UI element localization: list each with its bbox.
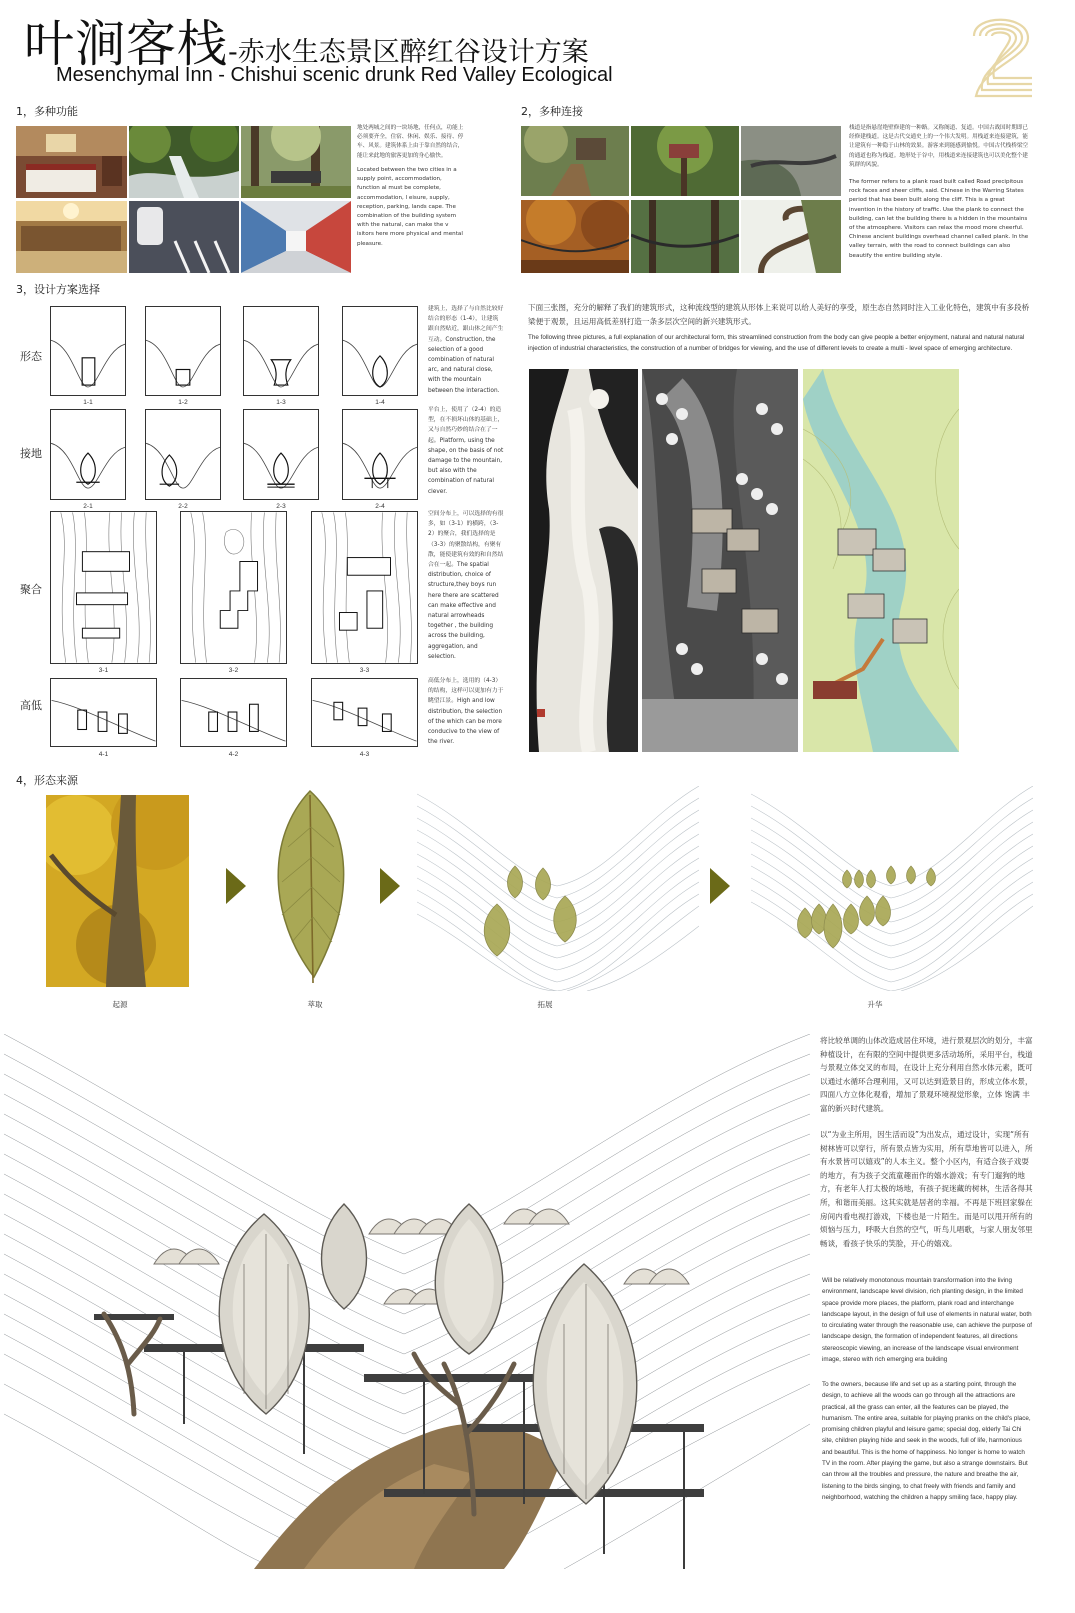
sublimation-diagram <box>751 786 1033 991</box>
caption-2-3: 2-3 <box>276 503 286 510</box>
expansion-diagram <box>417 786 699 991</box>
scheme-3-1 <box>50 511 157 664</box>
scheme-2-1 <box>50 409 126 500</box>
scheme-note-form: 建筑上，选择了与自然比较好结合的形态（1-4），让建筑跟自然贴近，跟山体之间产生互动。Construction, the selection of a good combination of natural arc, and natural close, with the mountain between the interaction. <box>428 306 504 394</box>
scheme-4-1 <box>50 678 157 747</box>
caption-1-3: 1-3 <box>276 399 286 406</box>
arrow-right-icon <box>380 868 400 904</box>
photo-spiral-walkway <box>741 200 841 273</box>
connection-text-cn: 栈道是指悬崖绝壁修建的一种路。又称阁道、复道。中国古战国时期即已经修建栈道。这是古代交通史上的一个伟大发明。用栈道来连接建筑，能让建筑有一种隐于山林的效果。游客来到能感到愉悦。中国古代栈桥梁空的通道也称为栈道。地形处于谷中，用栈道来连接建筑也可以美化整个建筑群的风貌。 <box>849 125 1029 168</box>
title-cn-sub: -赤水生态景区醉红谷设计方案 <box>228 37 589 68</box>
scheme-2-3 <box>243 409 319 500</box>
caption-2-4: 2-4 <box>375 503 385 510</box>
caption-4-1: 4-1 <box>98 751 109 758</box>
caption-1-2: 1-2 <box>178 399 188 406</box>
title-english: Mesenchymal Inn - Chishui scenic drunk Red Valley Ecological <box>56 64 613 86</box>
scheme-note-height: 高低分布上，选用的（4-3）的结构，这样可以更加有力于眺望江景。High and low distribution, the selection of the which can be more conducive to the view of the river. <box>428 678 504 746</box>
ink-painting-plan <box>529 369 638 752</box>
caption-4-2: 4-2 <box>228 751 239 758</box>
scheme-3-2 <box>180 511 287 664</box>
connection-text-en: The former refers to a plank road built called Road precipitous rock faces and sheer cliffs, said. Chinese in the Warring States period that has been built along the cliff. This is a great invention in the history of traffic. Use the plank to connect the building, can let the building there is a hidden in the mountains of the atmosphere. Visitors can relax the mood more cheerful. Chinese ancient buildings overhead channel called plank. In the valley terrain, with the road to connect buildings can also beautify the entire building style. <box>849 179 1029 259</box>
section-4-title: 4，形态来源 <box>16 774 78 787</box>
caption-3-1: 3-1 <box>98 667 109 674</box>
photo-supermarket <box>241 201 351 273</box>
caption-4-3: 4-3 <box>359 751 370 758</box>
photo-lobby <box>16 201 127 273</box>
photo-ginkgo-tree <box>46 795 189 987</box>
scheme-4-2 <box>180 678 287 747</box>
caption-1-1: 1-1 <box>83 399 93 406</box>
plans-text-cn: 下面三张图，充分的解释了我们的建筑形式，这种流线型的建筑从形体上来说可以给人美好的享受，原生态自然同时注入工业化特色，建筑中有多段桥梁便于观景，且运用高低差别打造一条多层次空间的新兴建筑形式。 <box>528 303 1030 326</box>
scheme-1-2 <box>145 306 221 396</box>
final-text-cn-1: 将比较单调的山体改造成居住环境，进行景观层次的划分，丰富种植设计，在有限的空间中提供更多活动场所，采用平台，栈道与景观立体交叉的布局，在设计上充分利用自然水体元素，既可以通过水循环合理利用，又可以达到造景目的，形成立体水景，四面八方立体化观看，增加了景观环境视觉形象，立体 饱满 丰富的新兴时代建筑。 <box>820 1036 1033 1113</box>
row-label-ground: 接地 <box>20 447 42 460</box>
caption-3-3: 3-3 <box>359 667 370 674</box>
caption-2-1: 2-1 <box>83 503 93 510</box>
function-text-en: Located between the two cities in a supply point, accommodation, function al must be complete, accommodation, l eisure, supply, reception, parking, lands cape. The combination of the building system with the natural, can make the v isitors here more physical and mental pleasure. <box>357 167 463 247</box>
section-3-title: 3，设计方案选择 <box>16 283 100 296</box>
final-text-cn-2: 以“为业主所用，因生活而设”为出发点，通过设计，实现“所有树林皆可以穿行，所有景点皆为实用，所有草地皆可以进入，所有水景皆可以嬉戏”的人本主义。整个小区内，有适合孩子戏耍的地方，有为孩子交流童趣而作的嬉水游戏；有专门遛狗的地方，有老年人打太极的场地，有孩子捉迷藏的树林，生活各得其所，和谐而美丽。这其实就是居者的幸福。不再是下班回家躲在房间内看电视打游戏，下楼也是一片陌生。而是可以甩开所有的烦恼与压力，呼吸大自然的空气，听鸟儿唱歌，与家人朋友邻里畅谈，看孩子快乐的笑脸，开心的嬉戏。 <box>820 1130 1033 1248</box>
caption-2-2: 2-2 <box>178 503 188 510</box>
label-origin: 起源 <box>112 1000 128 1009</box>
leaf-image <box>258 787 362 987</box>
photo-canopy-walk <box>631 200 739 273</box>
section-1-title: 1，多种功能 <box>16 105 78 118</box>
arrow-right-icon <box>226 868 246 904</box>
scheme-2-4 <box>342 409 418 500</box>
label-extract: 萃取 <box>307 1000 323 1009</box>
site-plan-color <box>803 369 959 752</box>
final-text-en-2: To the owners, because life and set up as a starting point, through the design, to achieve all the woods can go through all the attractions are practical, all the grass can enter, all the features can be played, the humanism. The entire area, suitable for playing pranks on the child's place, promising children playful and leisure game; special dog, elderly Tai Chi site, children playing hide and seek in the woods, full of life, harmonious and beautiful. This is the home of happiness. No longer is home to watch TV in the room. After playing the game, but also a strange downstairs. But can throw all the troubles and pressure, the nature and breathe the air, listening to the birds singing, to chat freely with friends and family and neighborhood, watching the children a happy smiling face, happy play. <box>822 1381 1031 1501</box>
plans-text-en: The following three pictures, a full explanation of our architectural form, this streamlined construction from the body can give people a better enjoyment, natural and natural natural injection of industrial characteristics, the construction of a number of bridges for viewing, and the use of different levels to create a multi - level space of emerging architecture. <box>528 334 1025 353</box>
perspective-rendering <box>4 1034 810 1569</box>
scheme-3-3 <box>311 511 418 664</box>
scheme-note-cluster: 空间分布上，可以选择的有很多，如（3-1）的横跨，（3-2）的聚合，我们选择的是（3-3）的聚散结构，有聚有散，能使建筑有效的和自然结合在一起。The spatial distribution, choice of structure,they boys run here there are scattered can make effective and natural arrowheads together , the building across the building, aggregation, and selection. <box>428 511 504 660</box>
photo-hotel-room <box>16 126 127 198</box>
number-two-logo-icon <box>962 6 1040 102</box>
scheme-note-ground: 平台上，使用了（2-4）的造型，在不损坏山体的基础上，又与自然巧妙的结合在了一起。Platform, using the shape, on the basis of not damage to the mountain, but also with the combination of natural clever. <box>428 407 504 495</box>
photo-treehouse <box>631 126 739 196</box>
photo-cliff-walkway <box>741 126 841 196</box>
photo-rope-bridge <box>521 200 629 273</box>
photo-resting-woods <box>241 126 351 198</box>
title-cn-main: 叶涧客栈 <box>24 15 228 73</box>
scheme-2-2 <box>145 409 221 500</box>
label-expand: 拓展 <box>537 1000 553 1009</box>
row-label-form: 形态 <box>20 350 42 363</box>
row-label-cluster: 聚合 <box>20 583 42 596</box>
scheme-1-4 <box>342 306 418 396</box>
label-sublimate: 升华 <box>867 1000 883 1009</box>
photo-forest-stream <box>129 126 239 198</box>
scheme-1-3 <box>243 306 319 396</box>
scheme-1-1 <box>50 306 126 396</box>
caption-3-2: 3-2 <box>228 667 239 674</box>
scheme-4-3 <box>311 678 418 747</box>
function-text-cn: 地处两城之间的一块场地，任何点，功能上必须要齐全，住宿、休闲、娱乐、接待、停车、风景。建筑体系上由于靠自然的结合，能让来此地的旅客更加的身心愉快。 <box>357 125 464 159</box>
row-label-height: 高低 <box>20 699 42 712</box>
arrow-right-icon <box>710 868 730 904</box>
section-2-title: 2，多种连接 <box>521 105 583 118</box>
photo-plank-road-house <box>521 126 629 196</box>
final-text-en-1: Will be relatively monotonous mountain transformation into the living environment, landscape level division, rich planting design, in the limited space provide more places, the platform, plank road and interchange landscape layout, in the design of full use of elements in natural water, both to circulating water through the reasonable use, can achieve the purpose of landscape design, the formation of independent features, all directions stereoscopic viewing, an increase of the landscape visual environment image, stereo with rich emerging era building <box>822 1277 1033 1364</box>
photo-parking <box>129 201 239 273</box>
site-plan-grey <box>642 369 798 752</box>
caption-1-4: 1-4 <box>375 399 385 406</box>
